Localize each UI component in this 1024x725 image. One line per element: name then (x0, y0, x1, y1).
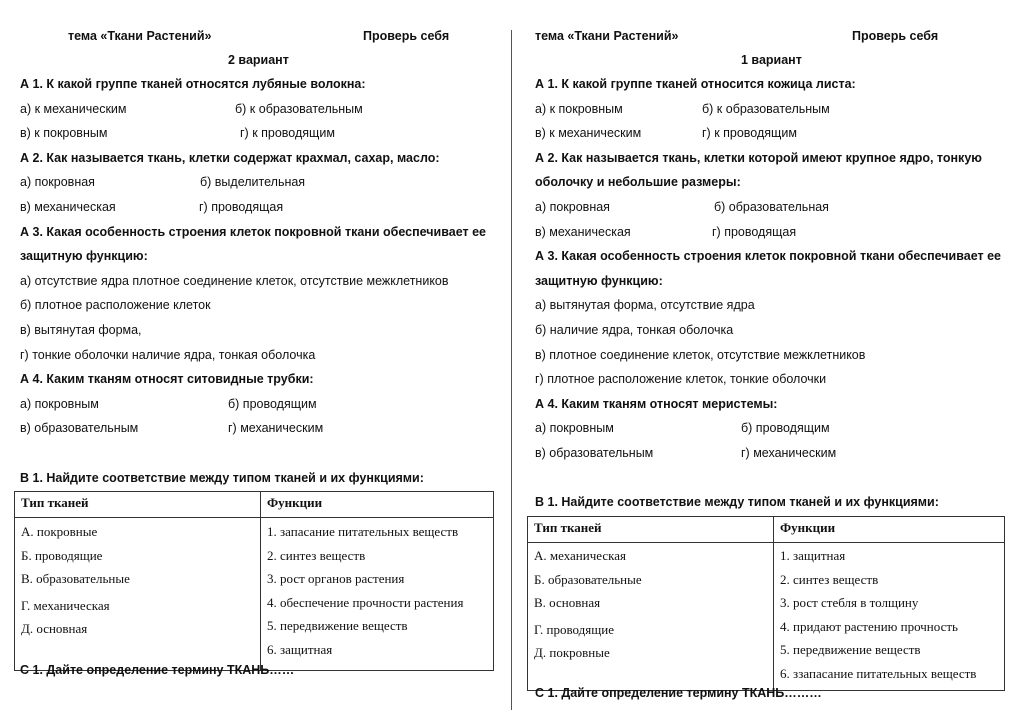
tissue-type-item: В. основная (534, 595, 601, 610)
answer-option: б) к образовательным (235, 101, 363, 116)
check-yourself-label: Проверь себя (363, 29, 450, 43)
variant-1-column (515, 0, 1024, 725)
question-text: оболочку и небольшие размеры: (535, 175, 741, 190)
question-text: А 4. Каким тканям относят ситовидные трубки: (20, 372, 314, 387)
function-item: 1. защитная (780, 548, 846, 563)
table-header-functions: Функции (261, 492, 494, 518)
answer-option: в) механическая (535, 224, 631, 239)
task-b1: В 1. Найдите соответствие между типом тканей и их функциями: (20, 471, 424, 485)
tissue-type-item: Б. образовательные (534, 571, 642, 587)
tissue-type-item: Г. проводящие (534, 621, 615, 637)
question-text: А 2. Как называется ткань, клетки которой имеют крупное ядро, тонкую (535, 150, 982, 165)
answer-option: г) проводящая (199, 200, 284, 214)
answer-option: б) образовательная (714, 200, 829, 214)
variant-2-column (0, 0, 510, 725)
question-text: А 4. Каким тканям относят меристемы: (535, 396, 778, 411)
answer-option: а) покровным (535, 421, 614, 436)
column-divider (511, 30, 512, 710)
topic-title: тема «Ткани Растений» (68, 29, 212, 43)
answer-option: г) тонкие оболочки наличие ядра, тонкая оболочка (20, 347, 316, 362)
answer-option: б) проводящим (228, 396, 317, 411)
function-item: 2. синтез веществ (267, 547, 366, 563)
tissue-type-item: Д. покровные (534, 645, 610, 660)
answer-option: в) вытянутая форма, (20, 323, 142, 337)
answer-option: а) покровная (20, 175, 95, 190)
topic-title: тема «Ткани Растений» (535, 29, 679, 43)
answer-option: г) механическим (228, 421, 324, 436)
answer-option: в) образовательным (20, 421, 139, 436)
answer-option: а) покровным (20, 396, 99, 411)
function-item: 2. синтез веществ (780, 571, 879, 587)
task-c1: С 1. Дайте определение термину ТКАНЬ…… (20, 663, 295, 677)
tissue-type-item: Г. механическая (21, 597, 110, 613)
function-item: 4. обеспечение прочности растения (267, 594, 464, 610)
function-item: 3. рост органов растения (267, 571, 405, 586)
answer-option: г) механическим (741, 446, 837, 460)
table-header-type: Тип тканей (15, 492, 261, 518)
tissue-type-item: А. механическая (534, 548, 626, 563)
answer-option: б) наличие ядра, тонкая оболочка (535, 323, 734, 337)
answer-option: а) вытянутая форма, отсутствие ядра (535, 298, 755, 313)
functions-cell (774, 543, 1005, 691)
function-item: 6. ззапасание питательных веществ (780, 665, 977, 681)
answer-option: в) плотное соединение клеток, отсутствие межклетников (535, 347, 866, 362)
question-text: А 2. Как называется ткань, клетки содержат крахмал, сахар, масло: (20, 150, 440, 165)
answer-option: г) к проводящим (240, 126, 335, 141)
answer-option: в) к покровным (20, 126, 108, 141)
function-item: 4. придают растению прочность (780, 618, 958, 634)
answer-option: в) к механическим (535, 126, 642, 141)
table-header-type: Тип тканей (528, 517, 774, 543)
question-text: А 1. К какой группе тканей относится кожица листа: (535, 77, 856, 91)
check-yourself-label: Проверь себя (852, 29, 939, 43)
answer-option: а) к механическим (20, 101, 127, 116)
answer-option: а) покровная (535, 200, 610, 214)
answer-option: г) плотное расположение клеток, тонкие оболочки (535, 372, 827, 387)
function-item: 3. рост стебля в толщину (780, 595, 919, 610)
functions-cell (261, 518, 494, 671)
answer-option: б) проводящим (741, 421, 830, 436)
answer-option: в) образовательным (535, 446, 654, 460)
question-text: защитную функцию: (20, 249, 148, 264)
matching-table (527, 516, 1005, 691)
types-cell (15, 518, 261, 671)
task-c1: С 1. Дайте определение термину ТКАНЬ……… (535, 686, 822, 700)
answer-option: г) проводящая (712, 224, 797, 239)
question-text: А 3. Какая особенность строения клеток покровной ткани обеспечивает ее (535, 249, 1001, 264)
function-item: 5. передвижение веществ (780, 642, 921, 657)
table-header-functions: Функции (774, 517, 1005, 543)
answer-option: а) к покровным (535, 101, 623, 116)
tissue-type-item: А. покровные (21, 524, 98, 539)
answer-option: в) механическая (20, 200, 116, 214)
matching-table (14, 491, 494, 671)
tissue-type-item: В. образовательные (21, 571, 130, 586)
variant-label: 2 вариант (228, 53, 289, 67)
variant-label: 1 вариант (741, 53, 802, 67)
answer-option: б) выделительная (200, 175, 306, 190)
tissue-type-item: Б. проводящие (21, 547, 103, 563)
tissue-type-item: Д. основная (21, 621, 88, 636)
function-item: 5. передвижение веществ (267, 618, 408, 633)
answer-option: б) к образовательным (702, 101, 830, 116)
types-cell (528, 543, 774, 691)
question-text: защитную функцию: (535, 273, 663, 288)
answer-option: б) плотное расположение клеток (20, 298, 211, 313)
question-text: А 3. Какая особенность строения клеток покровной ткани обеспечивает ее (20, 224, 486, 239)
answer-option: г) к проводящим (702, 126, 797, 141)
task-b1: В 1. Найдите соответствие между типом тканей и их функциями: (535, 495, 939, 509)
function-item: 1. запасание питательных веществ (267, 524, 459, 539)
function-item: 6. защитная (267, 641, 333, 657)
question-text: А 1. К какой группе тканей относятся лубяные волокна: (20, 77, 366, 91)
answer-option: а) отсутствие ядра плотное соединение клеток, отсутствие межклетников (20, 273, 449, 288)
